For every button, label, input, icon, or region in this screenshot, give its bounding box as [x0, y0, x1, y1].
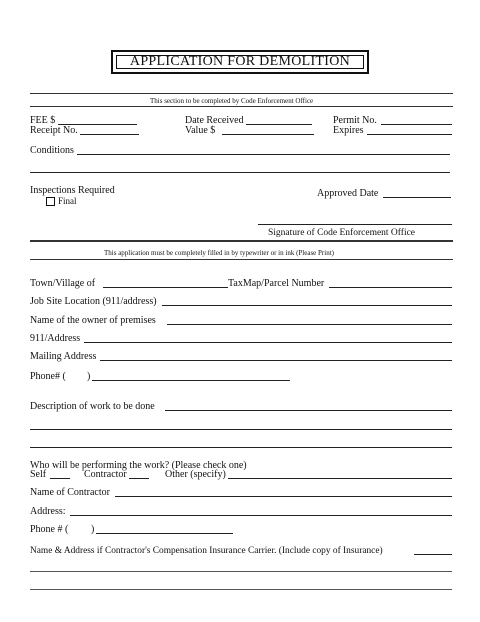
mailing-field[interactable]	[100, 360, 452, 361]
self-label: Self	[30, 469, 47, 480]
insurance-label: Name & Address if Contractor's Compensation Insurance Carrier. (Include copy of Insurance)	[30, 546, 383, 556]
mailing-label: Mailing Address	[30, 351, 97, 362]
job-site-field[interactable]	[162, 305, 452, 306]
expires-label: Expires	[333, 125, 364, 136]
signature-field[interactable]	[258, 224, 452, 225]
value-field[interactable]	[222, 134, 314, 135]
permit-field[interactable]	[381, 124, 452, 125]
who-label: Who will be performing the work? (Please check one)	[30, 460, 247, 471]
value-label: Value $	[185, 125, 216, 136]
approved-date-field[interactable]	[383, 197, 451, 198]
final-checkbox[interactable]	[46, 197, 55, 206]
other-field[interactable]	[228, 478, 452, 479]
contractor-option-label: Contractor	[84, 469, 127, 480]
contractor-name-field[interactable]	[115, 496, 452, 497]
contractor-option-field[interactable]	[129, 478, 149, 479]
fee-label: FEE $	[30, 115, 56, 126]
insurance-field-2[interactable]	[30, 571, 452, 572]
mid-rule	[30, 240, 453, 242]
description-field-3[interactable]	[30, 447, 452, 448]
phone-field[interactable]	[92, 380, 290, 381]
approved-date-label: Approved Date	[317, 188, 379, 199]
address-label: Address:	[30, 506, 66, 517]
date-received-label: Date Received	[185, 115, 244, 126]
office-note: This section to be completed by Code Enforcement Office	[150, 97, 314, 105]
description-label: Description of work to be done	[30, 401, 155, 412]
description-field[interactable]	[165, 410, 452, 411]
town-label: Town/Village of	[30, 278, 96, 289]
self-field[interactable]	[50, 478, 70, 479]
owner-label: Name of the owner of premises	[30, 315, 156, 326]
page-title: APPLICATION FOR DEMOLITION	[116, 55, 364, 69]
permit-label: Permit No.	[333, 115, 377, 126]
other-label: Other (specify)	[165, 469, 226, 480]
town-field[interactable]	[103, 287, 228, 288]
contractor-name-label: Name of Contractor	[30, 487, 110, 498]
conditions-field-2[interactable]	[30, 172, 450, 173]
owner-field[interactable]	[167, 324, 452, 325]
phone-label: Phone# (	[30, 371, 66, 382]
top-rule	[30, 93, 453, 94]
receipt-field[interactable]	[80, 134, 139, 135]
title-box	[111, 50, 369, 74]
signature-label: Signature of Code Enforcement Office	[268, 228, 416, 238]
job-site-label: Job Site Location (911/address)	[30, 296, 157, 307]
top-rule-2	[30, 106, 453, 107]
conditions-field[interactable]	[77, 154, 450, 155]
final-label: Final	[58, 196, 77, 206]
receipt-label: Receipt No.	[30, 125, 78, 136]
taxmap-field[interactable]	[329, 287, 452, 288]
phone2-label: Phone # (	[30, 524, 69, 535]
insurance-field[interactable]	[414, 554, 452, 555]
date-received-field[interactable]	[246, 124, 312, 125]
mid-rule-2	[30, 259, 453, 260]
conditions-label: Conditions	[30, 145, 74, 156]
phone2-close: )	[91, 524, 95, 535]
taxmap-label: TaxMap/Parcel Number	[228, 278, 325, 289]
description-field-2[interactable]	[30, 429, 452, 430]
insurance-field-3[interactable]	[30, 589, 452, 590]
address911-label: 911/Address	[30, 333, 81, 344]
phone-close: )	[87, 371, 91, 382]
expires-field[interactable]	[367, 134, 452, 135]
fill-note: This application must be completely filled in by typewriter or in ink (Please Print)	[104, 249, 334, 257]
phone2-field[interactable]	[96, 533, 233, 534]
address-field[interactable]	[70, 515, 452, 516]
address911-field[interactable]	[84, 342, 452, 343]
inspections-label: Inspections Required	[30, 185, 115, 196]
